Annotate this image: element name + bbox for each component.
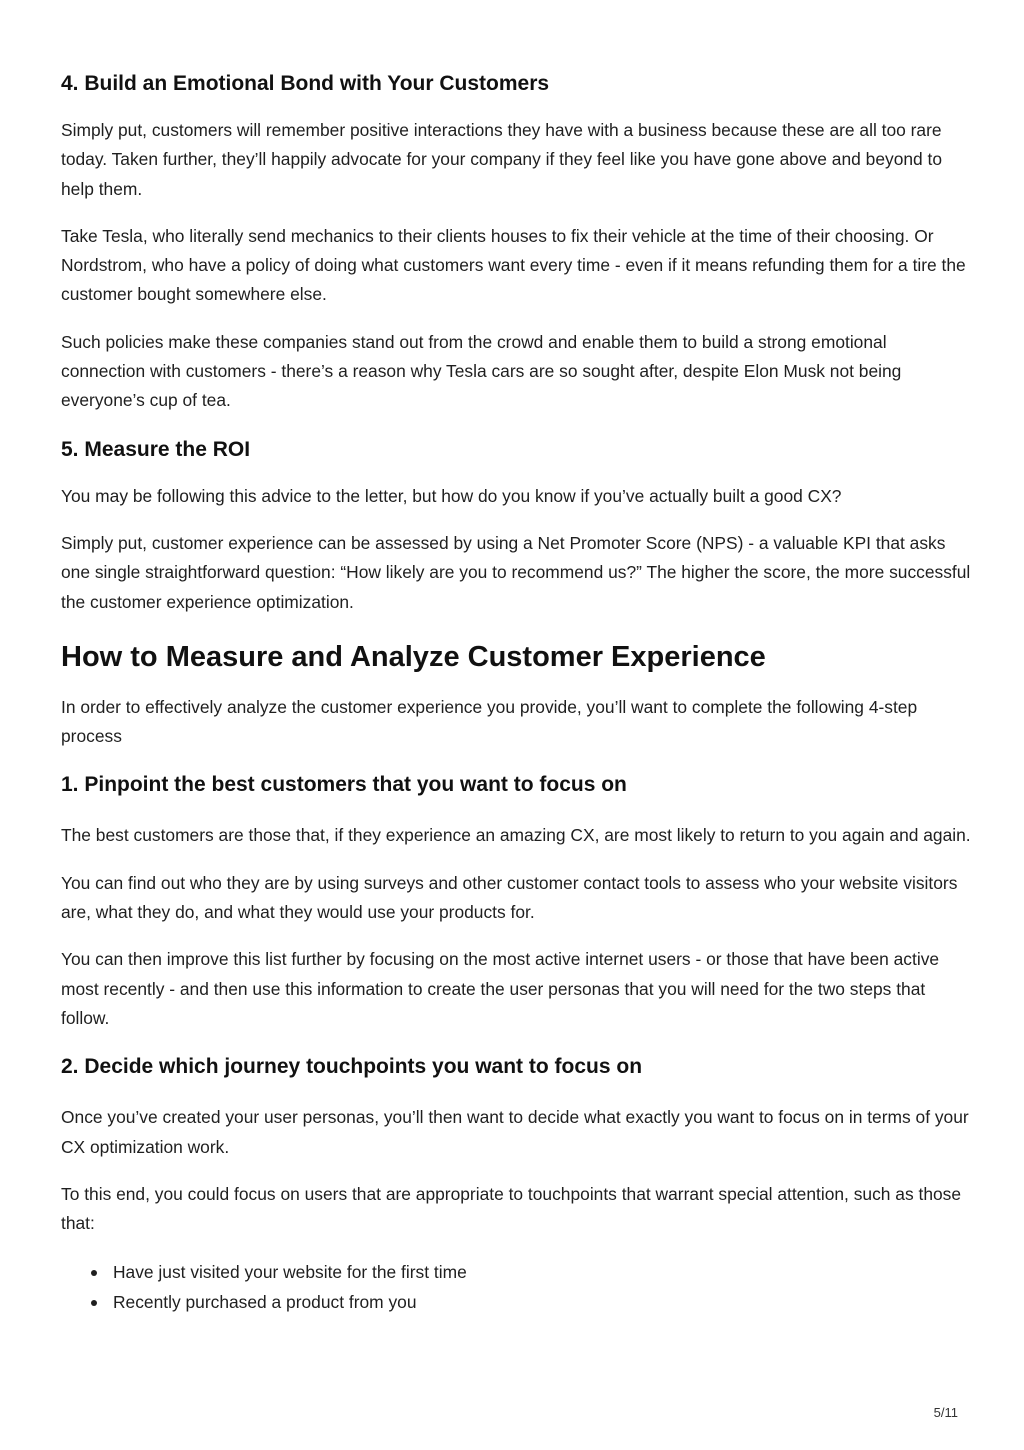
section-4-paragraph-2: Take Tesla, who literally send mechanics to their clients houses to fix their vehicle at the time of their choosing. Or Nordstrom, who have a policy of doing what customers want every time - even if it means refunding them for a tire the customer bought somewhere else. bbox=[61, 225, 966, 305]
measure-intro-paragraph: In order to effectively analyze the customer experience you provide, you’ll want to complete the following 4-step process bbox=[61, 696, 918, 747]
step-1-paragraph-2: You can find out who they are by using surveys and other customer contact tools to assess who your website visitors are, what they do, and what they would use your products for. bbox=[61, 872, 958, 923]
measure-section-heading: How to Measure and Analyze Customer Experience bbox=[61, 640, 766, 673]
section-4-heading: 4. Build an Emotional Bond with Your Customers bbox=[61, 72, 550, 95]
touchpoint-bullet-list bbox=[61, 1258, 971, 1317]
page-number: 5/11 bbox=[933, 1405, 958, 1420]
section-5-paragraph-1: You may be following this advice to the letter, but how do you know if you’ve actually built a good CX? bbox=[61, 485, 842, 506]
section-5-paragraph-2: Simply put, customer experience can be assessed by using a Net Promoter Score (NPS) - a valuable KPI that asks one single straightforward question: “How likely are you to recommend us?” The higher the score, the more successful the customer experience optimization. bbox=[61, 532, 971, 612]
step-2-paragraph-1: Once you’ve created your user personas, you’ll then want to decide what exactly you want to focus on in terms of your CX optimization work. bbox=[61, 1107, 969, 1157]
list-item: Recently purchased a product from you bbox=[113, 1288, 971, 1317]
step-1-paragraph-3: You can then improve this list further by focusing on the most active internet users - or those that have been active most recently - and then use this information to create the user personas that you will need for the two steps that follow. bbox=[61, 949, 940, 1028]
step-2-paragraph-2: To this end, you could focus on users that are appropriate to touchpoints that warrant special attention, such as those that: bbox=[61, 1183, 962, 1234]
section-5-heading: 5. Measure the ROI bbox=[61, 437, 251, 461]
step-1-heading: 1. Pinpoint the best customers that you want to focus on bbox=[61, 773, 627, 797]
document-page bbox=[61, 70, 971, 1317]
section-4-paragraph-3: Such policies make these companies stand out from the crowd and enable them to build a strong emotional connection with customers - there’s a reason why Tesla cars are so sought after, despite Elon Musk not being everyone’s cup of tea. bbox=[61, 331, 902, 411]
step-2-heading: 2. Decide which journey touchpoints you want to focus on bbox=[61, 1055, 643, 1079]
step-1-paragraph-1: The best customers are those that, if they experience an amazing CX, are most likely to return to you again and again. bbox=[61, 825, 971, 846]
list-item: Have just visited your website for the first time bbox=[113, 1258, 971, 1287]
section-4-paragraph-1: Simply put, customers will remember positive interactions they have with a business because these are all too rare today. Taken further, they’ll happily advocate for your company if they feel like you have gone above and beyond to help them. bbox=[61, 120, 943, 199]
